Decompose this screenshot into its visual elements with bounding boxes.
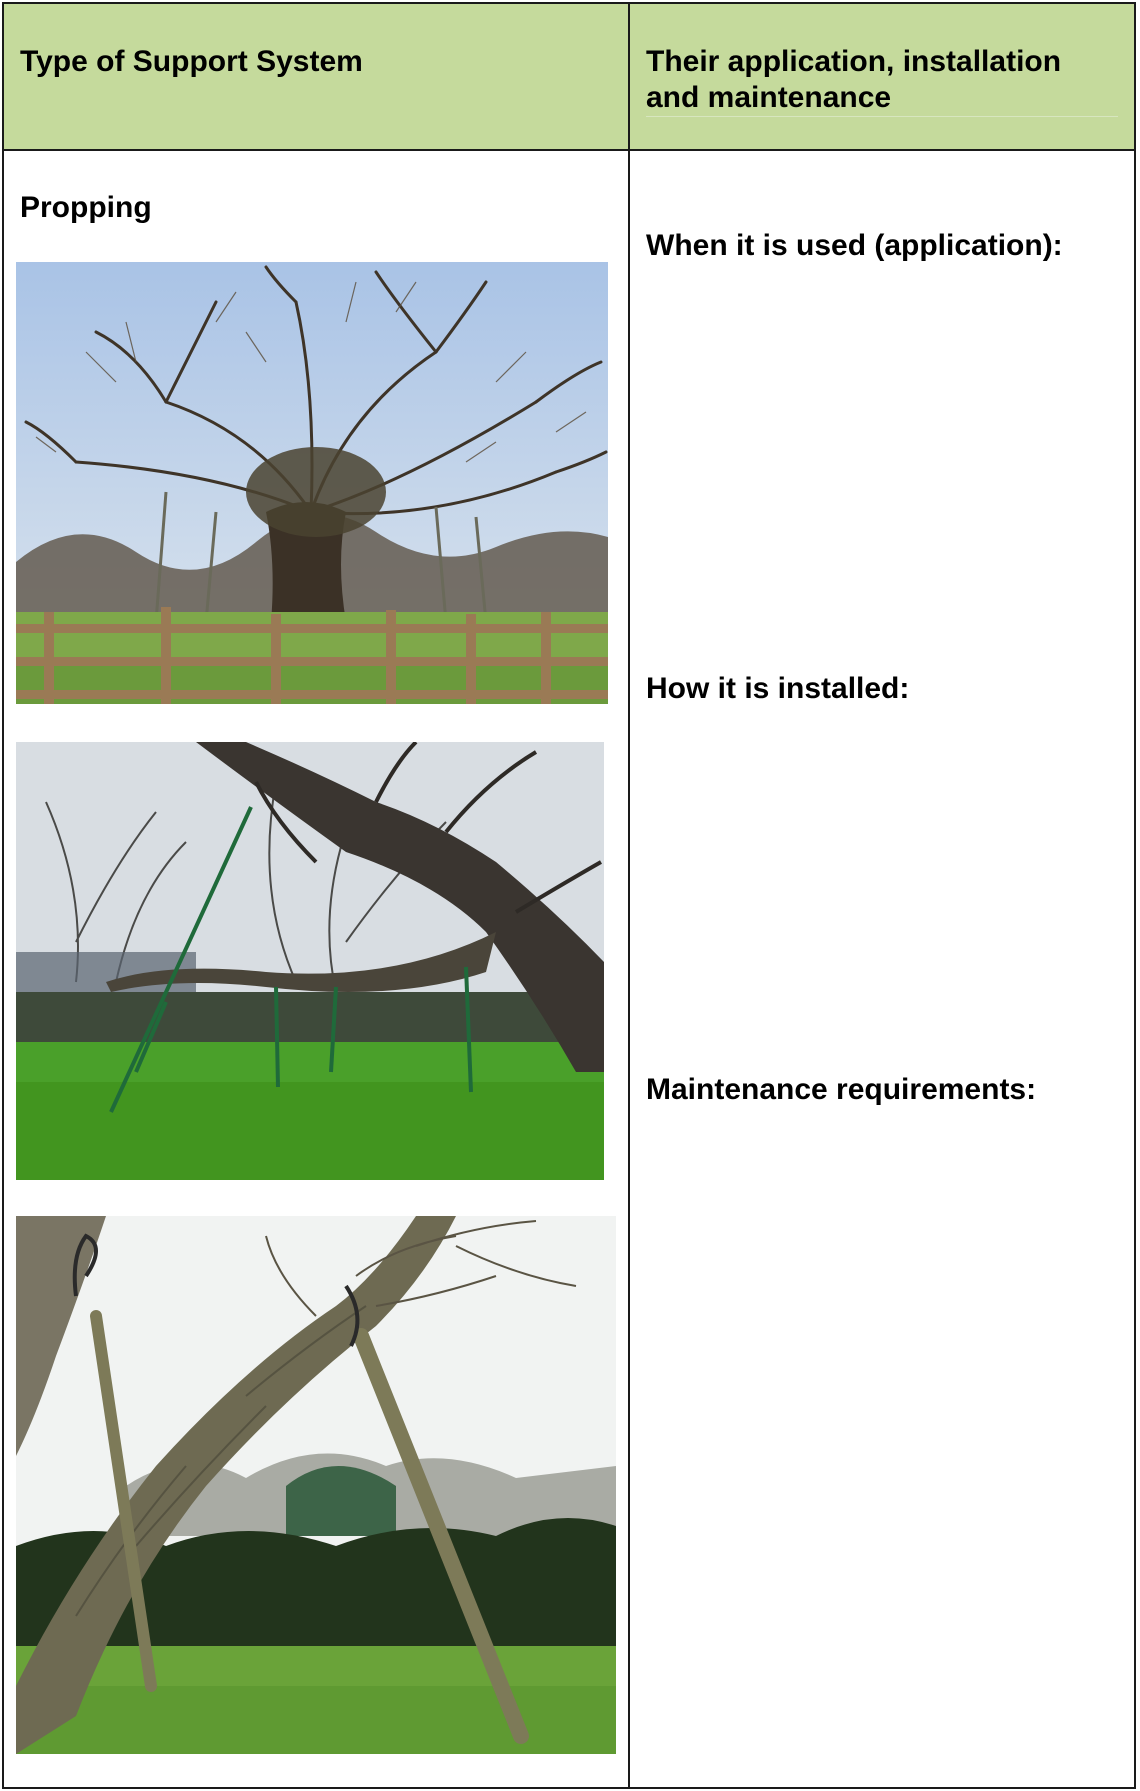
support-system-name: Propping: [20, 191, 152, 224]
section-heading-maintenance: Maintenance requirements:: [646, 1073, 1037, 1106]
column-divider: [628, 2, 630, 1789]
header-cell-type: [4, 4, 628, 149]
header-cell-application: [630, 4, 1134, 149]
photo-propped-oak-tree: [16, 262, 608, 704]
section-heading-application: When it is used (application):: [646, 229, 1063, 262]
photo-leaning-tree-metal-props: [16, 742, 604, 1180]
header-row-divider: [2, 149, 1136, 151]
header-application-installation-maintenance: Their application, installation and maintenance: [646, 45, 1062, 114]
section-heading-installation: How it is installed:: [646, 672, 910, 705]
header-type-of-support-system: Type of Support System: [20, 45, 363, 78]
header-divider: [646, 116, 1118, 117]
photo-tree-wooden-props: [16, 1216, 616, 1754]
